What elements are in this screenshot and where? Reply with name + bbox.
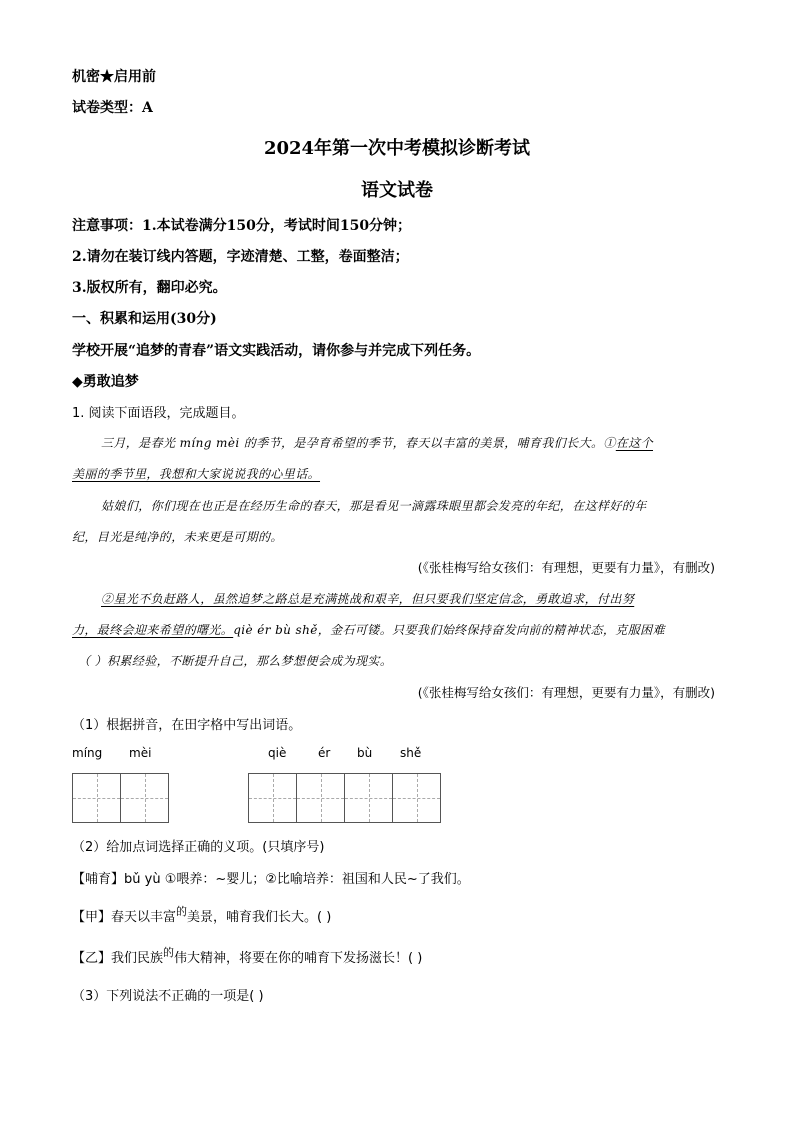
pinyin-mei: mèi — [129, 746, 152, 760]
exam-title: 2024年第一次中考模拟诊断考试 — [263, 138, 531, 159]
passage-p1-line1 — [101, 434, 653, 451]
jia-text: 【甲】春天以丰富 — [72, 910, 177, 925]
passage-p1-line2: 美丽的季节里，我想和大家说说我的心里话。 — [72, 467, 321, 481]
section-heading: 一、积累和运用(30分) — [72, 311, 217, 327]
tianzige-cell[interactable] — [249, 774, 297, 822]
jia-sentence — [72, 906, 331, 925]
tianzige-grid-right — [248, 773, 441, 823]
underlined-sentence: 在这个 — [615, 436, 653, 450]
yi-dotted-char: 的 — [163, 946, 175, 959]
passage-text: 三月，是春光 míng mèi 的季节，是孕育希望的季节，春天以丰富的美景，哺育我们长大。① — [101, 436, 616, 450]
pinyin-er: ér — [318, 746, 331, 760]
passage-p2-line2: 纪，目光是纯净的，未来更是可期的。 — [72, 530, 283, 544]
tianzige-cell[interactable] — [297, 774, 345, 822]
passage-text-2: qiè ér bù shě，金石可镂。只要我们始终保持奋发向前的精神状态，克服困难 — [233, 623, 665, 637]
tianzige-cell[interactable] — [121, 774, 169, 822]
tianzige-cell[interactable] — [345, 774, 393, 822]
definition-line: 【哺育】bǔ yù ①喂养：~婴儿；②比喻培养：祖国和人民~了我们。 — [72, 872, 470, 887]
question-1: 1. 阅读下面语段，完成题目。 — [72, 406, 245, 421]
question-1-1: （1）根据拼音，在田字格中写出词语。 — [72, 718, 302, 733]
pinyin-qie: qiè — [268, 746, 287, 760]
underlined-sentence-2b: 付出努 — [597, 592, 635, 606]
subject-title: 语文试卷 — [361, 180, 433, 201]
question-1-3: （3）下列说法不正确的一项是( ) — [72, 989, 264, 1004]
question-1-2: （2）给加点词选择正确的义项。(只填序号) — [72, 840, 325, 855]
passage-p2-line1: 姑娘们，你们现在也正是在经历生命的春天，那是看见一滴露珠眼里都会发亮的年纪，在这样好的年 — [101, 499, 647, 513]
tianzige-cell[interactable] — [393, 774, 441, 822]
notes-line-1: 注意事项：1.本试卷满分150分，考试时间150分钟； — [72, 218, 412, 234]
task-heading: ◆勇敢追梦 — [72, 374, 139, 390]
passage-p3-line3: （ ）积累经验，不断提升自己，那么梦想便会成为现实。 — [78, 654, 393, 668]
underlined-sentence-2c: 力，最终会迎来希望的曙光。 — [72, 623, 234, 637]
passage-p3-line2 — [72, 621, 665, 638]
confidential-label: 机密★启用前 — [72, 69, 156, 85]
tianzige-cell[interactable] — [73, 774, 121, 822]
pinyin-she: shě — [400, 746, 422, 760]
source-citation-1: (《张桂梅写给女孩们：有理想，更要有力量》，有删改) — [417, 560, 715, 575]
jia-dotted-char: 的 — [176, 905, 188, 918]
yi-text: 【乙】我们民族 — [72, 951, 164, 966]
underlined-sentence-2: ②星光不负赶路人，虽然追梦之路总是充满挑战和艰辛，但只要我们坚定信念，勇敢追求， — [101, 592, 598, 606]
yi-answer: 伟大精神，将要在你的哺育下发扬滋长！( ) — [174, 951, 423, 966]
notes-line-2: 2.请勿在装订线内答题，字迹清楚、工整，卷面整洁； — [72, 249, 409, 265]
section-intro: 学校开展“追梦的青春”语文实践活动，请你参与并完成下列任务。 — [72, 343, 481, 359]
pinyin-bu: bù — [357, 746, 373, 760]
yi-sentence — [72, 947, 422, 966]
notes-line-3: 3.版权所有，翻印必究。 — [72, 280, 227, 296]
source-citation-2: (《张桂梅写给女孩们：有理想，更要有力量》，有删改) — [417, 685, 715, 700]
paper-type-label: 试卷类型：A — [72, 100, 153, 116]
pinyin-ming: míng — [72, 746, 103, 760]
tianzige-grid-left — [72, 773, 169, 823]
jia-answer: 美景，哺育我们长大。( ) — [187, 910, 332, 925]
passage-p3-line1 — [101, 590, 634, 607]
